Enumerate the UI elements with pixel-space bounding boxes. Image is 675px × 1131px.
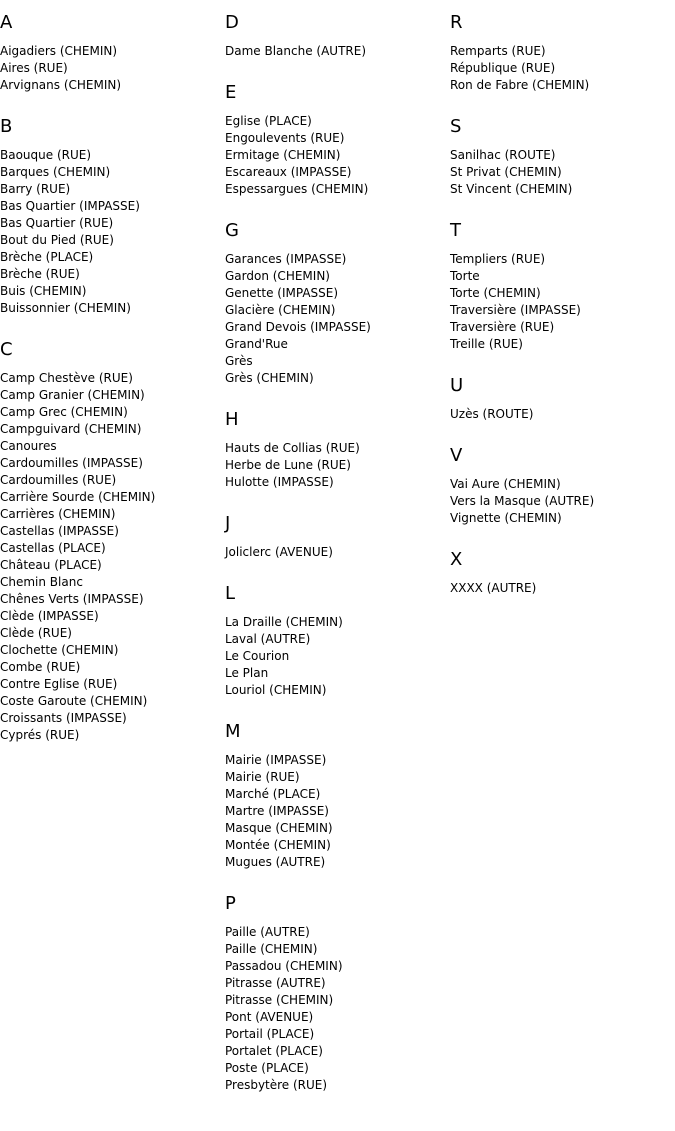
street-link[interactable]: Presbytère (RUE) — [225, 1078, 328, 1092]
street-link[interactable]: Brèche (RUE) — [0, 267, 80, 281]
street-link[interactable]: Genette (IMPASSE) — [225, 286, 339, 300]
street-link[interactable]: Arvignans (CHEMIN) — [0, 78, 122, 92]
street-link[interactable]: Cyprés (RUE) — [0, 728, 80, 742]
street-link[interactable]: Bas Quartier (RUE) — [0, 216, 114, 230]
street-link[interactable]: Bas Quartier (IMPASSE) — [0, 199, 140, 213]
street-link[interactable]: Joliclerc (AVENUE) — [225, 545, 333, 559]
letter-heading: L — [225, 583, 236, 604]
letter-heading: A — [0, 12, 13, 33]
street-link[interactable]: Campguivard (CHEMIN) — [0, 422, 142, 436]
street-link[interactable]: Dame Blanche (AUTRE) — [225, 44, 367, 58]
street-link[interactable]: Remparts (RUE) — [450, 44, 546, 58]
street-link[interactable]: Passadou (CHEMIN) — [225, 959, 343, 973]
street-link[interactable]: Templiers (RUE) — [450, 252, 546, 266]
street-link[interactable]: Hauts de Collias (RUE) — [225, 441, 360, 455]
street-link[interactable]: Combe (RUE) — [0, 660, 81, 674]
letter-heading: J — [225, 513, 231, 534]
street-link[interactable]: Buis (CHEMIN) — [0, 284, 87, 298]
letter-heading: C — [0, 339, 13, 360]
letter-group — [225, 221, 450, 387]
street-link[interactable]: Marché (PLACE) — [225, 787, 321, 801]
street-link[interactable]: Canoures — [0, 439, 57, 453]
letter-group — [450, 13, 675, 94]
street-link[interactable]: Le Courion — [225, 649, 290, 663]
street-link[interactable]: Louriol (CHEMIN) — [225, 683, 327, 697]
street-link[interactable]: Traversière (IMPASSE) — [450, 303, 581, 317]
street-link[interactable]: Brèche (PLACE) — [0, 250, 94, 264]
street-link[interactable]: Portalet (PLACE) — [225, 1044, 323, 1058]
street-link[interactable]: Mairie (IMPASSE) — [225, 753, 327, 767]
letter-group — [225, 83, 450, 198]
street-link[interactable]: Vers la Masque (AUTRE) — [450, 494, 595, 508]
street-link[interactable]: Poste (PLACE) — [225, 1061, 309, 1075]
street-link[interactable]: Pont (AVENUE) — [225, 1010, 314, 1024]
street-link[interactable]: St Vincent (CHEMIN) — [450, 182, 573, 196]
letter-group — [225, 514, 450, 561]
street-link[interactable]: Contre Eglise (RUE) — [0, 677, 118, 691]
street-link[interactable]: Laval (AUTRE) — [225, 632, 311, 646]
letter-heading: G — [225, 220, 239, 241]
street-link[interactable]: Castellas (IMPASSE) — [0, 524, 119, 538]
street-link[interactable]: Masque (CHEMIN) — [225, 821, 333, 835]
letter-group — [225, 13, 450, 60]
letter-heading: V — [450, 445, 463, 466]
street-link[interactable]: Coste Garoute (CHEMIN) — [0, 694, 148, 708]
street-link[interactable]: Cardoumilles (IMPASSE) — [0, 456, 143, 470]
street-link[interactable]: Camp Chestève (RUE) — [0, 371, 133, 385]
street-link[interactable]: Grand Devois (IMPASSE) — [225, 320, 371, 334]
street-link[interactable]: Chemin Blanc — [0, 575, 83, 589]
street-link[interactable]: Château (PLACE) — [0, 558, 102, 572]
street-link[interactable]: Bout du Pied (RUE) — [0, 233, 114, 247]
street-link[interactable]: Treille (RUE) — [450, 337, 523, 351]
letter-heading: P — [225, 893, 236, 914]
street-link[interactable]: Ermitage (CHEMIN) — [225, 148, 341, 162]
street-link[interactable]: Pitrasse (AUTRE) — [225, 976, 326, 990]
street-link[interactable]: Camp Grec (CHEMIN) — [0, 405, 128, 419]
street-link[interactable]: Montée (CHEMIN) — [225, 838, 331, 852]
street-link[interactable]: La Draille (CHEMIN) — [225, 615, 343, 629]
letter-heading: B — [0, 116, 13, 137]
index-column-2 — [225, 13, 450, 1117]
street-link[interactable]: Glacière (CHEMIN) — [225, 303, 336, 317]
street-link[interactable]: Barry (RUE) — [0, 182, 71, 196]
street-link[interactable]: Martre (IMPASSE) — [225, 804, 329, 818]
letter-heading: R — [450, 12, 463, 33]
street-link[interactable]: Vai Aure (CHEMIN) — [450, 477, 561, 491]
street-link[interactable]: Barques (CHEMIN) — [0, 165, 111, 179]
letter-heading: U — [450, 375, 464, 396]
street-link[interactable]: Carrières (CHEMIN) — [0, 507, 116, 521]
street-link[interactable]: Camp Granier (CHEMIN) — [0, 388, 145, 402]
street-link[interactable]: Mugues (AUTRE) — [225, 855, 326, 869]
letter-group — [0, 13, 225, 94]
index-column-3 — [450, 13, 675, 620]
street-link[interactable]: XXXX (AUTRE) — [450, 581, 537, 595]
letter-group — [450, 376, 675, 423]
street-link[interactable]: Uzès (ROUTE) — [450, 407, 534, 421]
street-link[interactable]: Herbe de Lune (RUE) — [225, 458, 351, 472]
street-link[interactable]: Clède (RUE) — [0, 626, 72, 640]
street-link[interactable]: Paille (CHEMIN) — [225, 942, 318, 956]
street-link[interactable]: Ron de Fabre (CHEMIN) — [450, 78, 590, 92]
street-link[interactable]: République (RUE) — [450, 61, 556, 75]
street-link[interactable]: Buissonnier (CHEMIN) — [0, 301, 131, 315]
street-link[interactable]: Escareaux (IMPASSE) — [225, 165, 352, 179]
letter-heading: D — [225, 12, 239, 33]
street-link[interactable]: Castellas (PLACE) — [0, 541, 106, 555]
street-link[interactable]: Paille (AUTRE) — [225, 925, 310, 939]
letter-group — [225, 722, 450, 871]
letter-group — [0, 117, 225, 317]
street-link[interactable]: Croissants (IMPASSE) — [0, 711, 127, 725]
street-link[interactable]: St Privat (CHEMIN) — [450, 165, 562, 179]
street-link[interactable]: Pitrasse (CHEMIN) — [225, 993, 334, 1007]
letter-heading: X — [450, 549, 463, 570]
street-link[interactable]: Mairie (RUE) — [225, 770, 300, 784]
street-link[interactable]: Eglise (PLACE) — [225, 114, 312, 128]
street-index — [0, 13, 675, 1131]
street-link[interactable]: Baouque (RUE) — [0, 148, 92, 162]
street-link[interactable]: Chênes Verts (IMPASSE) — [0, 592, 144, 606]
letter-group — [225, 584, 450, 699]
street-link[interactable]: Gardon (CHEMIN) — [225, 269, 330, 283]
street-link[interactable]: Engoulevents (RUE) — [225, 131, 345, 145]
street-link[interactable]: Aigadiers (CHEMIN) — [0, 44, 118, 58]
street-link[interactable]: Vignette (CHEMIN) — [450, 511, 562, 525]
street-link[interactable]: Torte — [450, 269, 480, 283]
letter-heading: T — [450, 220, 461, 241]
street-link[interactable]: Espessargues (CHEMIN) — [225, 182, 369, 196]
index-column-1 — [0, 13, 225, 767]
street-link[interactable]: Grand'Rue — [225, 337, 288, 351]
street-link[interactable]: Sanilhac (ROUTE) — [450, 148, 556, 162]
street-link[interactable]: Portail (PLACE) — [225, 1027, 315, 1041]
street-link[interactable]: Grès — [225, 354, 253, 368]
street-link[interactable]: Clochette (CHEMIN) — [0, 643, 119, 657]
street-link[interactable]: Garances (IMPASSE) — [225, 252, 347, 266]
letter-heading: S — [450, 116, 462, 137]
street-link[interactable]: Cardoumilles (RUE) — [0, 473, 117, 487]
street-link[interactable]: Aires (RUE) — [0, 61, 68, 75]
street-link[interactable]: Carrière Sourde (CHEMIN) — [0, 490, 156, 504]
letter-group — [225, 894, 450, 1094]
letter-group — [450, 550, 675, 597]
letter-heading: M — [225, 721, 241, 742]
street-link[interactable]: Le Plan — [225, 666, 269, 680]
letter-heading: E — [225, 82, 237, 103]
letter-heading: H — [225, 409, 239, 430]
letter-group — [225, 410, 450, 491]
street-link[interactable]: Traversière (RUE) — [450, 320, 555, 334]
street-link[interactable]: Clède (IMPASSE) — [0, 609, 99, 623]
letter-group — [450, 117, 675, 198]
letter-group — [450, 221, 675, 353]
street-link[interactable]: Hulotte (IMPASSE) — [225, 475, 334, 489]
street-link[interactable]: Grès (CHEMIN) — [225, 371, 314, 385]
letter-group — [0, 340, 225, 744]
street-link[interactable]: Torte (CHEMIN) — [450, 286, 541, 300]
letter-group — [450, 446, 675, 527]
